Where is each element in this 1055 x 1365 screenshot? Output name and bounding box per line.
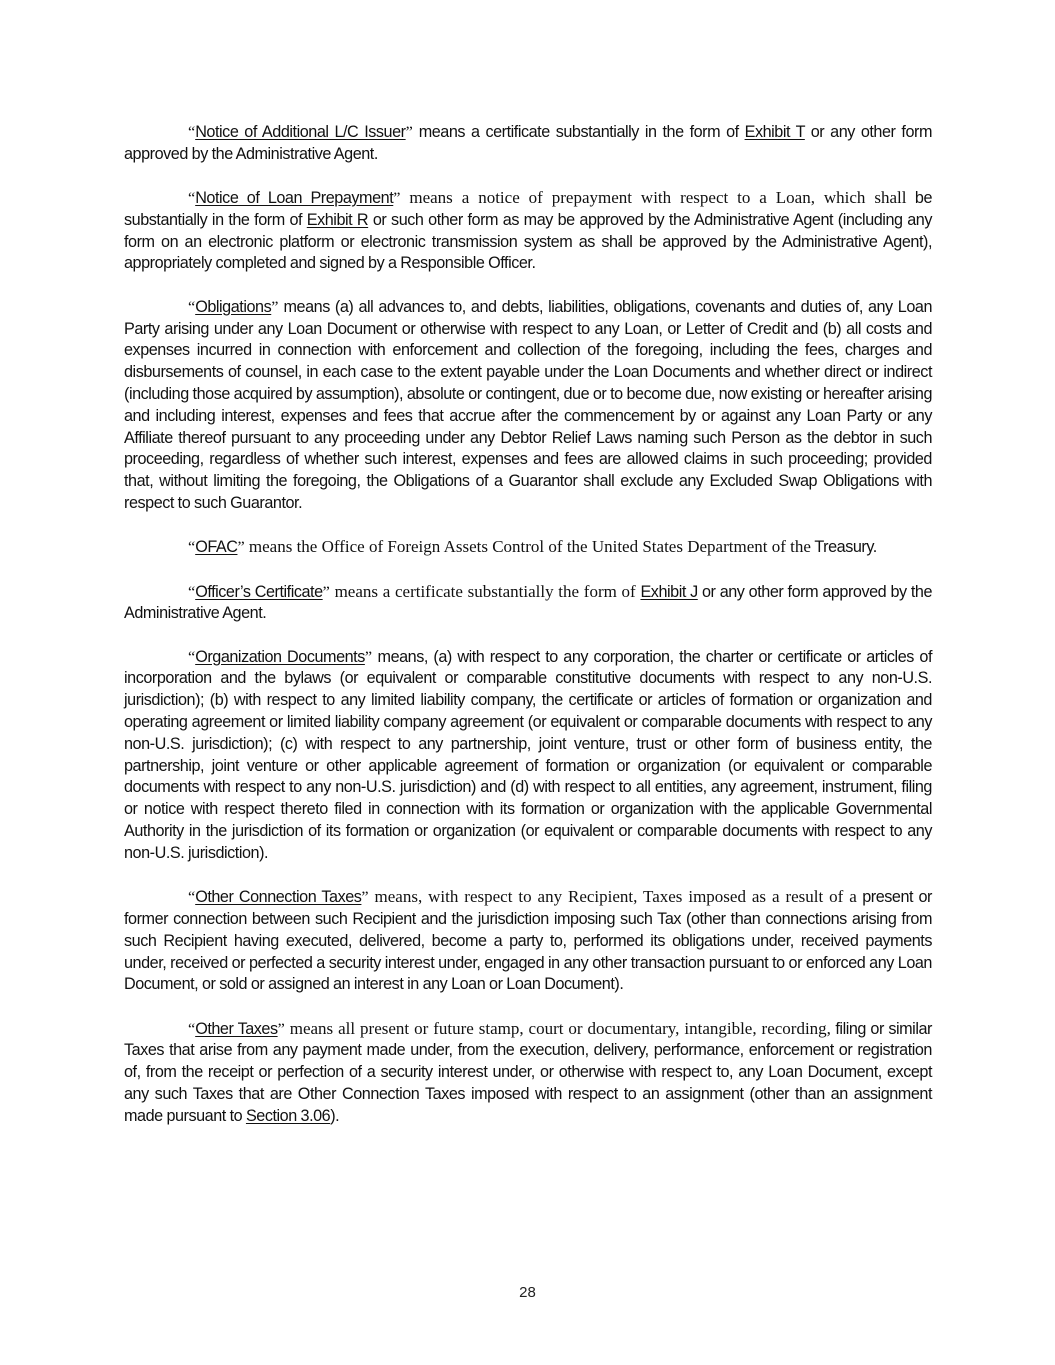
definition-notice-of-additional-lc-issuer: “Notice of Additional L/C Issuer” means a certificate substantially in the form of Exhibit T or any other form approved by the Administrative Agent.	[124, 123, 932, 163]
document-page	[124, 122, 932, 1149]
definition-ofac: “OFAC” means the Office of Foreign Assets Control of the United States Department of the Treasury.	[188, 537, 877, 557]
defined-term: Organization Documents	[195, 647, 365, 666]
definition-organization-documents: “Organization Documents” means, (a) with respect to any corporation, the charter or certificate or articles of incorporation and the bylaws (or equivalent or comparable constitutive documents with respect to any non-U.S. jurisdiction); (b) with respect to any limited liability company, the certificate or articles of formation or organization and operating agreement or limited liability company agreement (or equivalent or comparable documents with respect to any non-U.S. jurisdiction); (c) with respect to any partnership, joint venture, trust or other form of business entity, the partnership, joint venture or other applicable agreement of formation or organization (or equivalent or comparable documents with respect to any non-U.S. jurisdiction) and (d) with respect to all entities, any agreement, instrument, filing or notice with respect thereto filed in connection with its formation or organization with the applicable Governmental Authority in the jurisdiction of its formation or organization (or equivalent or comparable documents with respect to any non-U.S. jurisdiction).	[124, 647, 932, 862]
exhibit-r-link[interactable]: Exhibit R	[306, 210, 369, 229]
defined-term: Obligations	[195, 297, 272, 316]
defined-term: Other Taxes	[195, 1019, 278, 1038]
defined-term: Notice of Additional L/C Issuer	[195, 123, 406, 141]
definition-obligations: “Obligations” means (a) all advances to, and debts, liabilities, obligations, covenants and duties of, any Loan Party arising under any Loan Document or otherwise with respect to any Loan, or Letter of Credit and (b) all costs and expenses incurred in connection with enforcement and collection of the foregoing, including the fees, charges and disbursements of counsel, in each case to the extent payable under the Loan Documents and whether direct or indirect (including those acquired by assumption), absolute or contingent, due or to become due, now existing or hereafter arising and including interest, expenses and fees that accrue after the commencement by or against any Loan Party or any Affiliate thereof pursuant to any proceeding under any Debtor Relief Laws naming such Person as the debtor in such proceeding, regardless of whether such interest, expenses and fees are allowed claims in such proceeding; provided that, without limiting the foregoing, the Obligations of a Guarantor shall exclude any Excluded Swap Obligations with respect to such Guarantor.	[124, 297, 932, 512]
exhibit-t-link[interactable]: Exhibit T	[744, 123, 805, 141]
definition-other-taxes: “Other Taxes” means all present or future stamp, court or documentary, intangible, recording, filing or similar Taxes that arise from any payment made under, from the execution, delivery, performance, enforcement or registration of, from the receipt or perfection of a security interest under, or otherwise with respect to, any Loan Document, except any such Taxes that are Other Connection Taxes imposed with respect to an assignment (other than an assignment made pursuant to Section 3.06).	[124, 1018, 932, 1125]
definition-notice-of-loan-prepayment: “Notice of Loan Prepayment” means a notice of prepayment with respect to a Loan, which shall be substantially in the form of Exhibit R or such other form as may be approved by the Administrative Agent (including any form on an electronic platform or electronic transmission system as shall be approved by the Administrative Agent), appropriately completed and signed by a Responsible Officer.	[124, 188, 933, 273]
section-3-06-link[interactable]: Section 3.06	[245, 1106, 331, 1125]
defined-term: Other Connection Taxes	[195, 888, 362, 907]
exhibit-j-link[interactable]: Exhibit J	[640, 582, 698, 601]
definition-other-connection-taxes: “Other Connection Taxes” means, with respect to any Recipient, Taxes imposed as a result of a present or former connection between such Recipient and the jurisdiction imposing such Tax (other than connections arising from such Recipient having executed, delivered, become a party to, performed its obligations under, received payments under, received or perfected a security interest under, engaged in any other transaction pursuant to or enforced any Loan Document, or sold or assigned an interest in any Loan or Loan Document).	[124, 887, 932, 994]
definition-officers-certificate: “Officer’s Certificate” means a certificate substantially the form of Exhibit J or any other form approved by the Administrative Agent.	[124, 581, 933, 623]
defined-term: Notice of Loan Prepayment	[195, 189, 394, 208]
page-number: 28	[519, 1284, 536, 1301]
defined-term: OFAC	[195, 538, 238, 557]
defined-term: Officer’s Certificate	[195, 582, 323, 601]
